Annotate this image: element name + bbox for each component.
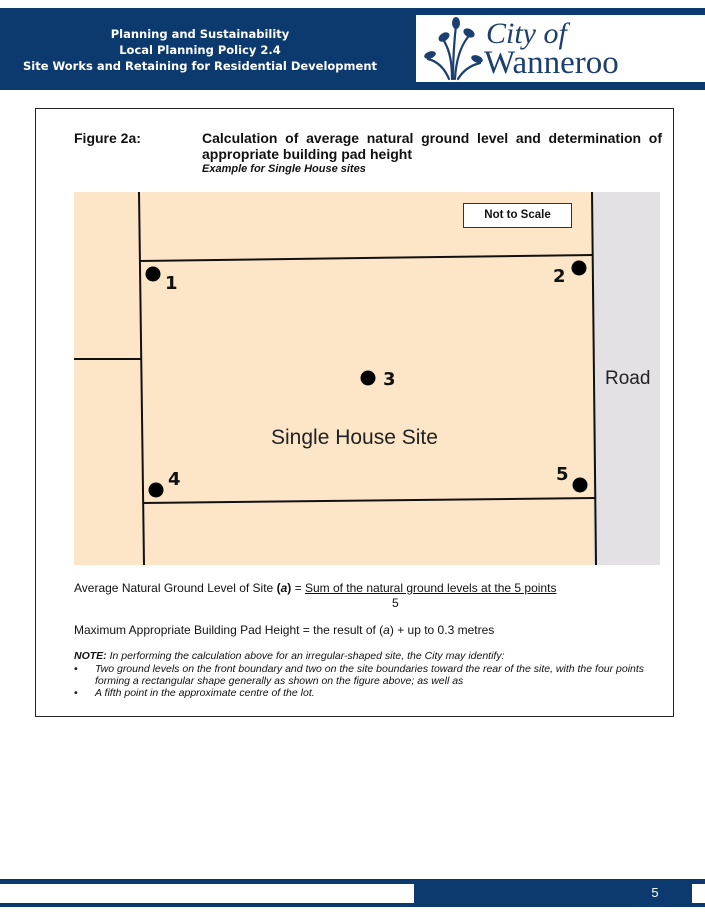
header-policy: Local Planning Policy 2.4 <box>119 43 281 57</box>
point-marker-1 <box>146 267 161 282</box>
point-marker-2 <box>572 261 587 276</box>
logo-wanneroo: Wanneroo <box>484 45 619 81</box>
note-text: In performing the calculation above for an irregular-shaped site, the City may identify: <box>106 650 505 662</box>
point-marker-5 <box>573 478 588 493</box>
max-height-variable: a <box>383 623 390 637</box>
site-diagram <box>74 192 660 565</box>
figure-title: Calculation of average natural ground level and determination of appropriate building pad height <box>202 130 662 162</box>
page-footer <box>0 879 705 907</box>
point-marker-3 <box>361 371 376 386</box>
point-label-3: 3 <box>383 369 396 390</box>
header-text <box>0 26 400 74</box>
header-policy-title: Site Works and Retaining for Residential Development <box>22 59 378 73</box>
point-label-2: 2 <box>553 266 566 287</box>
not-to-scale-box: Not to Scale <box>463 203 572 228</box>
road-label: Road <box>605 368 651 389</box>
logo-city-of: City of <box>486 17 567 50</box>
point-marker-4 <box>149 483 164 498</box>
formula-numerator: Sum of the natural ground levels at the 5 points <box>304 581 557 595</box>
list-item: • Two ground levels on the front boundary and two on the site boundaries toward the rear of the site, with the four points forming a rectangular shape generally as shown on the figure above; as well as <box>74 663 645 687</box>
list-item: • A fifth point in the approximate centre of the lot. <box>74 687 315 699</box>
formula-var-close: ) <box>287 581 292 595</box>
note <box>74 650 505 662</box>
figure-subtitle: Example for Single House sites <box>202 163 366 175</box>
note-bullets <box>74 663 662 699</box>
formula-prefix: Average Natural Ground Level of Site <box>74 581 277 595</box>
bullet-icon: • <box>74 687 78 699</box>
page-number: 5 <box>651 885 659 900</box>
formula-equals: = <box>291 581 305 595</box>
formula-variable: a <box>280 581 288 595</box>
average-level-formula <box>74 581 556 595</box>
max-height-suffix: ) + up to 0.3 metres <box>389 623 495 637</box>
max-pad-height <box>74 623 494 637</box>
point-label-5: 5 <box>556 464 569 485</box>
point-label-1: 1 <box>165 273 178 294</box>
formula-var-open: ( <box>276 581 281 595</box>
figure-label: Figure 2a: <box>74 130 141 146</box>
header-department: Planning and Sustainability <box>110 27 290 41</box>
bullet-icon: • <box>74 663 78 675</box>
point-label-4: 4 <box>168 469 181 490</box>
site-label: Single House Site <box>271 426 438 449</box>
formula-denominator: 5 <box>392 596 399 610</box>
city-logo <box>416 15 705 82</box>
plant-icon <box>422 17 484 81</box>
note-label: NOTE: <box>74 650 107 662</box>
max-height-prefix: Maximum Appropriate Building Pad Height = the result of ( <box>74 623 384 637</box>
